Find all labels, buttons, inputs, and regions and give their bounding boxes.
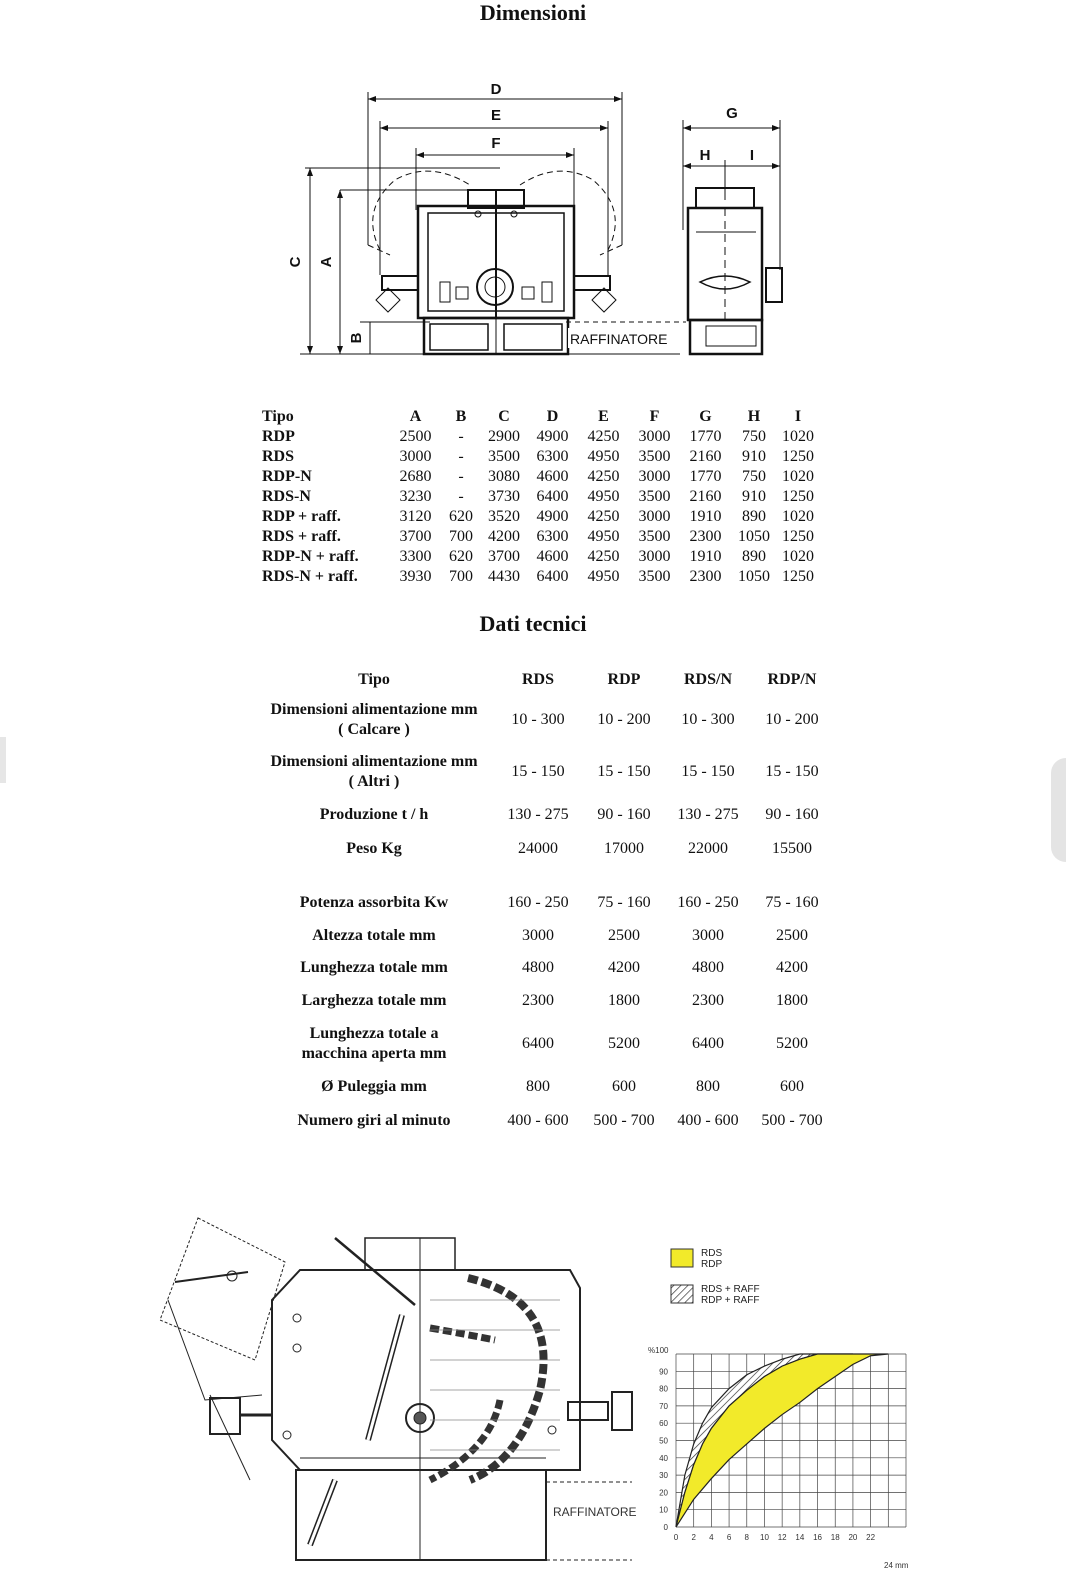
left-edge-tab <box>0 737 6 783</box>
table-cell: 1020 <box>782 428 814 445</box>
table-row <box>262 447 819 467</box>
row-label: RDS-N + raff. <box>262 568 358 585</box>
y-tick-label: 0 <box>663 1523 668 1532</box>
table-cell: 6300 <box>536 448 569 465</box>
x-tick-label: 0 <box>673 1533 679 1542</box>
table-cell: 75 - 160 <box>765 894 819 911</box>
y-tick-label: 90 <box>659 1367 668 1377</box>
table-cell: 5200 <box>776 1035 808 1052</box>
table-cell: 2900 <box>488 428 520 445</box>
table-row <box>255 1070 833 1104</box>
table-cell: 90 - 160 <box>597 806 651 823</box>
table-cell: 10 - 300 <box>681 711 735 728</box>
col-header: C <box>498 408 510 425</box>
table-cell: 800 <box>526 1078 550 1095</box>
row-label-line: Lunghezza totale mm <box>300 959 448 976</box>
table-row <box>262 467 819 487</box>
table-cell: 4950 <box>587 528 620 545</box>
table-cell: 3730 <box>488 488 520 505</box>
table-cell: 1020 <box>782 468 814 485</box>
table-cell: 3000 <box>638 468 671 485</box>
table-cell: 1770 <box>689 468 722 485</box>
table-cell: 3300 <box>399 548 432 565</box>
table-cell: 4600 <box>536 548 569 565</box>
col-header: D <box>546 408 559 425</box>
table-cell: 2160 <box>689 448 722 465</box>
table-cell: 15 - 150 <box>681 763 735 780</box>
dimensions-table-header <box>262 407 819 427</box>
table-cell: 15 - 150 <box>597 763 651 780</box>
raffinatore-label: RAFFINATORE <box>570 331 668 347</box>
col-header: F <box>649 408 660 425</box>
x-tick-label: 20 <box>848 1533 858 1542</box>
table-cell: 160 - 250 <box>507 894 569 911</box>
row-label <box>255 798 493 832</box>
table-cell: 24000 <box>518 840 558 857</box>
col-header: Tipo <box>262 408 294 425</box>
table-cell: 3500 <box>638 528 671 545</box>
table-cell: 890 <box>742 508 766 525</box>
table-cell: - <box>458 488 464 505</box>
table-cell: 10 - 300 <box>511 711 565 728</box>
table-cell: 1050 <box>738 528 770 545</box>
table-cell: 400 - 600 <box>507 1112 569 1129</box>
row-label <box>255 1018 493 1070</box>
table-cell: 3000 <box>638 428 671 445</box>
table-cell: 1250 <box>782 448 814 465</box>
x-tick-label: 6 <box>726 1533 732 1542</box>
dimensions-heading: Dimensioni <box>479 0 587 25</box>
col-header: Tipo <box>358 671 390 688</box>
table-cell: 15500 <box>772 840 812 857</box>
table-cell: 6400 <box>536 488 569 505</box>
legend-label: RDS + RAFF <box>701 1284 760 1295</box>
table-cell: 1770 <box>689 428 722 445</box>
dim-label-b: B <box>348 332 365 344</box>
row-label: RDP <box>262 428 295 445</box>
col-header: RDS/N <box>683 671 732 688</box>
table-cell: 3000 <box>638 548 671 565</box>
row-label-sub: macchina aperta mm <box>301 1045 447 1062</box>
row-label <box>255 920 493 952</box>
x-tick-label: 2 <box>691 1533 696 1542</box>
row-label-line: Ø Puleggia mm <box>321 1078 427 1095</box>
table-cell: 2300 <box>689 568 722 585</box>
legend-label: RDP <box>701 1259 723 1270</box>
table-cell: 4250 <box>587 468 620 485</box>
table-cell: 2500 <box>608 927 640 944</box>
table-cell: 2300 <box>692 992 724 1009</box>
table-cell: 3000 <box>638 508 671 525</box>
table-cell: 130 - 275 <box>507 806 569 823</box>
col-header: E <box>598 408 609 425</box>
table-cell: 500 - 700 <box>593 1112 655 1129</box>
x-tick-label: 14 <box>795 1533 805 1542</box>
chart-legend <box>671 1248 760 1306</box>
table-cell: 4950 <box>587 488 620 505</box>
row-label-sub: ( Altri ) <box>348 773 400 790</box>
table-cell: 2500 <box>399 428 432 445</box>
technical-table-header <box>255 666 833 694</box>
table-cell: 6400 <box>522 1035 554 1052</box>
x-tick-label: 16 <box>813 1533 822 1542</box>
table-cell: 600 <box>612 1078 636 1095</box>
table-row <box>255 746 833 798</box>
table-cell: 3500 <box>638 568 671 585</box>
table-cell: 1800 <box>608 992 640 1009</box>
dim-label-i: I <box>749 147 755 164</box>
row-label: RDP-N + raff. <box>262 548 359 565</box>
table-cell: 15 - 150 <box>765 763 819 780</box>
row-label <box>255 1070 493 1104</box>
table-cell: 4800 <box>692 959 724 976</box>
table-cell: 4250 <box>587 548 620 565</box>
table-cell: 3930 <box>399 568 432 585</box>
row-label <box>255 694 493 746</box>
table-cell: 10 - 200 <box>597 711 651 728</box>
table-cell: 3000 <box>399 448 432 465</box>
table-row <box>255 866 833 920</box>
table-cell: 620 <box>449 508 473 525</box>
table-cell: 4250 <box>587 508 620 525</box>
table-cell: - <box>458 448 464 465</box>
table-cell: 3000 <box>522 927 554 944</box>
table-cell: 1910 <box>689 548 722 565</box>
table-cell: 2300 <box>689 528 722 545</box>
row-label: RDP + raff. <box>262 508 341 525</box>
table-cell: 1020 <box>782 508 814 525</box>
table-row <box>255 952 833 984</box>
col-header: G <box>699 408 712 425</box>
dim-label-c: C <box>287 256 304 268</box>
table-row <box>255 798 833 832</box>
x-tick-label: 18 <box>830 1533 840 1542</box>
table-cell: 3000 <box>692 927 724 944</box>
table-cell: 750 <box>742 468 766 485</box>
table-cell: 130 - 275 <box>677 806 739 823</box>
right-edge-scroll-handle[interactable] <box>1051 758 1066 862</box>
table-cell: 3120 <box>399 508 432 525</box>
row-label-line: Altezza totale mm <box>312 927 436 944</box>
table-cell: 4800 <box>522 959 554 976</box>
y-tick-label: 60 <box>659 1419 668 1429</box>
col-header: B <box>455 408 467 425</box>
table-row <box>255 920 833 952</box>
dim-label-a: A <box>318 256 335 268</box>
table-row <box>262 507 819 527</box>
table-cell: - <box>458 428 464 445</box>
col-header: H <box>747 408 761 425</box>
table-cell: 2160 <box>689 488 722 505</box>
row-label <box>255 832 493 866</box>
row-label <box>255 1104 493 1138</box>
y-unit-label: %100 <box>648 1346 669 1355</box>
table-cell: 22000 <box>688 840 728 857</box>
table-cell: 3080 <box>488 468 520 485</box>
table-cell: 3700 <box>488 548 520 565</box>
technical-table <box>255 666 833 1138</box>
y-tick-label: 10 <box>659 1505 668 1515</box>
y-tick-label: 50 <box>659 1436 668 1446</box>
row-label <box>255 746 493 798</box>
table-cell: 910 <box>742 448 766 465</box>
x-tick-label: 12 <box>777 1533 787 1542</box>
x-tick-label: 8 <box>744 1533 749 1542</box>
table-cell: 1800 <box>776 992 808 1009</box>
row-label-line: Potenza assorbita Kw <box>299 894 449 911</box>
row-label-line: Lunghezza totale a <box>309 1025 439 1042</box>
table-row <box>255 1104 833 1138</box>
table-cell: 1250 <box>782 568 814 585</box>
table-cell: 800 <box>696 1078 720 1095</box>
row-label: RDS <box>262 448 295 465</box>
row-label <box>255 866 493 920</box>
legend-label: RDS <box>701 1248 723 1259</box>
legend-swatch-solid <box>671 1249 693 1267</box>
table-cell: 3230 <box>399 488 432 505</box>
dim-label-h: H <box>699 147 711 164</box>
row-label: RDP-N <box>262 468 312 485</box>
table-cell: 700 <box>449 568 473 585</box>
table-row <box>262 547 819 567</box>
table-cell: 17000 <box>604 840 644 857</box>
y-tick-label: 30 <box>659 1471 668 1481</box>
table-cell: 5200 <box>608 1035 640 1052</box>
section-raffinatore-label: RAFFINATORE <box>553 1505 637 1519</box>
table-cell: 90 - 160 <box>765 806 819 823</box>
table-cell: 600 <box>780 1078 804 1095</box>
table-cell: 3500 <box>488 448 520 465</box>
table-cell: 4950 <box>587 448 620 465</box>
table-cell: 890 <box>742 548 766 565</box>
table-cell: 4200 <box>776 959 808 976</box>
col-header: I <box>794 408 802 425</box>
dim-label-f: F <box>491 135 501 152</box>
row-label-line: Numero giri al minuto <box>297 1112 451 1129</box>
table-cell: 500 - 700 <box>761 1112 823 1129</box>
table-cell: 3500 <box>638 448 671 465</box>
table-cell: 3500 <box>638 488 671 505</box>
dim-label-g: G <box>726 105 738 122</box>
table-cell: 4900 <box>536 428 569 445</box>
table-row <box>255 832 833 866</box>
table-cell: 4950 <box>587 568 620 585</box>
table-cell: 6400 <box>536 568 569 585</box>
table-cell: 700 <box>449 528 473 545</box>
y-tick-label: 20 <box>659 1488 668 1498</box>
table-cell: 4900 <box>536 508 569 525</box>
y-tick-label: 80 <box>659 1384 668 1394</box>
row-label-line: Dimensioni alimentazione mm <box>270 753 478 770</box>
table-cell: 4200 <box>608 959 640 976</box>
table-cell: 620 <box>449 548 473 565</box>
row-label: RDS-N <box>262 488 311 505</box>
legend-label: RDP + RAFF <box>701 1295 760 1306</box>
table-cell: 4200 <box>488 528 520 545</box>
table-cell: 400 - 600 <box>677 1112 739 1129</box>
table-row <box>262 427 819 447</box>
y-tick-label: 40 <box>659 1453 668 1463</box>
table-cell: 1250 <box>782 528 814 545</box>
table-cell: 910 <box>742 488 766 505</box>
table-cell: 1910 <box>689 508 722 525</box>
table-cell: - <box>458 468 464 485</box>
x-tick-label: 10 <box>760 1533 769 1542</box>
row-label-line: Dimensioni alimentazione mm <box>270 701 478 718</box>
table-cell: 750 <box>742 428 766 445</box>
table-row <box>262 527 819 547</box>
table-cell: 2680 <box>399 468 432 485</box>
col-header: RDP <box>607 671 641 688</box>
table-row <box>262 567 819 587</box>
x-tick-label: 22 <box>866 1533 876 1542</box>
dimensions-table <box>262 407 819 587</box>
table-cell: 6400 <box>692 1035 724 1052</box>
dim-label-d: D <box>490 81 502 98</box>
table-cell: 1250 <box>782 488 814 505</box>
table-cell: 4430 <box>488 568 520 585</box>
row-label-line: Peso Kg <box>346 840 402 857</box>
table-cell: 10 - 200 <box>765 711 819 728</box>
legend-swatch-hatch <box>671 1285 693 1303</box>
table-cell: 75 - 160 <box>597 894 651 911</box>
table-cell: 15 - 150 <box>511 763 565 780</box>
table-cell: 1020 <box>782 548 814 565</box>
row-label-line: Larghezza totale mm <box>301 992 447 1009</box>
table-row <box>255 694 833 746</box>
table-cell: 3700 <box>399 528 432 545</box>
row-label: RDS + raff. <box>262 528 341 545</box>
table-row <box>255 1018 833 1070</box>
row-label-sub: ( Calcare ) <box>338 721 410 738</box>
row-label-line: Produzione t / h <box>319 806 429 823</box>
y-tick-label: 70 <box>659 1401 668 1411</box>
table-cell: 4250 <box>587 428 620 445</box>
table-cell: 4600 <box>536 468 569 485</box>
table-row <box>262 487 819 507</box>
crusher-section-drawing <box>150 1210 640 1582</box>
granulometry-chart <box>640 1240 920 1570</box>
col-header: A <box>409 408 422 425</box>
x-unit-label: 24 mm <box>884 1561 909 1570</box>
table-cell: 1050 <box>738 568 770 585</box>
technical-heading: Dati tecnici <box>479 611 587 636</box>
col-header: RDS <box>521 671 554 688</box>
dim-label-e: E <box>490 107 502 124</box>
dimension-diagram <box>270 70 830 370</box>
table-cell: 6300 <box>536 528 569 545</box>
table-row <box>255 984 833 1018</box>
row-label <box>255 952 493 984</box>
col-header: RDP/N <box>767 671 817 688</box>
table-cell: 3520 <box>488 508 520 525</box>
x-tick-label: 4 <box>709 1533 714 1542</box>
table-cell: 2300 <box>522 992 554 1009</box>
row-label <box>255 984 493 1018</box>
table-cell: 160 - 250 <box>677 894 739 911</box>
table-cell: 2500 <box>776 927 808 944</box>
